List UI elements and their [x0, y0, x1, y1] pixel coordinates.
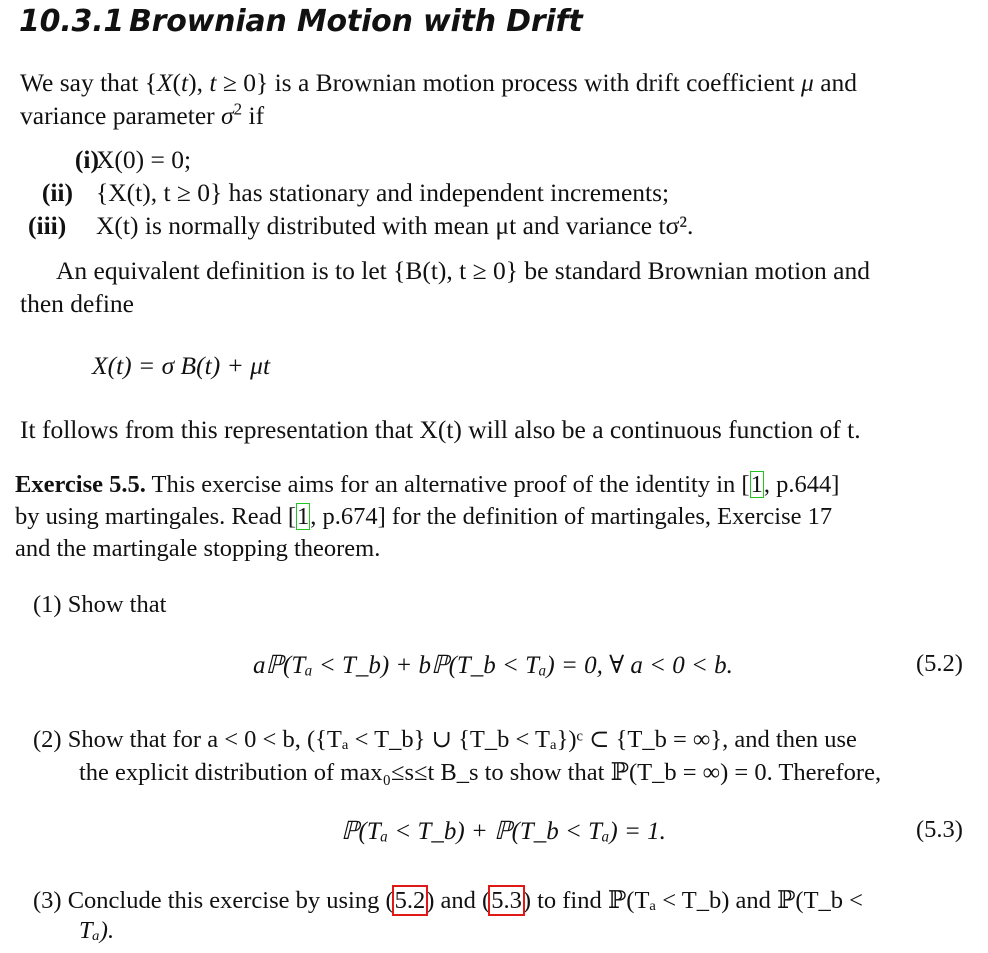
citation-link[interactable]: 1	[297, 503, 310, 530]
condition-text: X(0) = 0;	[96, 145, 192, 174]
condition-text: X(t) is normally distributed with mean μt and variance tσ².	[96, 211, 694, 240]
condition-item	[28, 211, 66, 241]
equation-ref-link[interactable]: 5.2	[394, 887, 426, 914]
exercise-text: , p.674] for the definition of martingales, Exercise 17	[310, 503, 833, 530]
intro-text: variance parameter	[20, 101, 222, 130]
math-sup: 2	[233, 99, 243, 119]
condition-label: (iii)	[28, 211, 67, 240]
exercise-label: Exercise 5.5.	[15, 471, 146, 498]
intro-text: and	[813, 68, 858, 97]
math-var: t	[181, 68, 189, 97]
condition-label: (i)	[74, 145, 99, 174]
exercise-item-2-line-1: (2) Show that for a < 0 < b, ({Tₐ < T_b} ∪ {T_b < Tₐ})ᶜ ⊂ {T_b = ∞}, and then use	[33, 726, 857, 753]
intro-text: ≥ 0} is a Brownian motion process with drift coefficient	[216, 68, 801, 97]
equation-ref-link[interactable]: 5.3	[491, 887, 522, 914]
intro-text: We say that {	[20, 68, 157, 97]
equation-tag-5-3: (5.3)	[916, 816, 963, 843]
follows-line: It follows from this representation that X(t) will also be a continuous function of t.	[20, 415, 861, 444]
exercise-text: This exercise aims for an alternative proof of the identity in [	[145, 471, 750, 498]
condition-text: {X(t), t ≥ 0} has stationary and independent increments;	[96, 178, 670, 207]
exercise-text: ) to find ℙ(Tₐ < T_b) and ℙ(T_b <	[522, 887, 863, 914]
exercise-item-3-line-2: Tₐ).	[79, 917, 115, 944]
section-heading	[19, 4, 583, 39]
math-var: t	[209, 68, 217, 97]
math-var: σ	[221, 101, 234, 130]
intro-line-1	[20, 68, 857, 98]
condition-item	[28, 145, 99, 175]
equivalent-line-1: An equivalent definition is to let {B(t), t ≥ 0} be standard Brownian motion and	[56, 256, 870, 285]
exercise-text: , p.644]	[763, 471, 840, 498]
intro-text: ),	[188, 68, 210, 97]
section-number: 10.3.1	[19, 4, 125, 39]
equation-5-3: ℙ(Tₐ < T_b) + ℙ(T_b < Tₐ) = 1.	[341, 818, 666, 845]
intro-text: (	[172, 68, 182, 97]
exercise-item-2-line-2: the explicit distribution of max₀≤s≤t B_s to show that ℙ(T_b = ∞) = 0. Therefore,	[79, 759, 882, 786]
math-var: μ	[801, 68, 814, 97]
section-title: Brownian Motion with Drift	[129, 4, 583, 39]
condition-item	[28, 178, 73, 208]
condition-label: (ii)	[41, 178, 73, 207]
exercise-line-1	[15, 471, 839, 499]
intro-text: if	[242, 101, 265, 130]
exercise-item-3-line-1	[33, 885, 863, 915]
definition-equation: X(t) = σ B(t) + μt	[92, 351, 271, 380]
math-var: X	[156, 68, 173, 97]
equation-tag-5-2: (5.2)	[916, 650, 963, 677]
exercise-line-2	[15, 503, 832, 531]
equivalent-line-2: then define	[20, 289, 134, 318]
exercise-item-1: (1) Show that	[33, 591, 167, 618]
equation-5-2: aℙ(Tₐ < T_b) + bℙ(T_b < Tₐ) = 0, ∀ a < 0 < b.	[253, 652, 733, 679]
intro-line-2	[20, 101, 264, 131]
exercise-line-3: and the martingale stopping theorem.	[15, 535, 381, 562]
citation-link[interactable]: 1	[750, 471, 763, 498]
exercise-text: (3) Conclude this exercise by using (	[33, 887, 394, 914]
exercise-text: by using martingales. Read [	[15, 503, 297, 530]
exercise-text: ) and (	[426, 887, 491, 914]
